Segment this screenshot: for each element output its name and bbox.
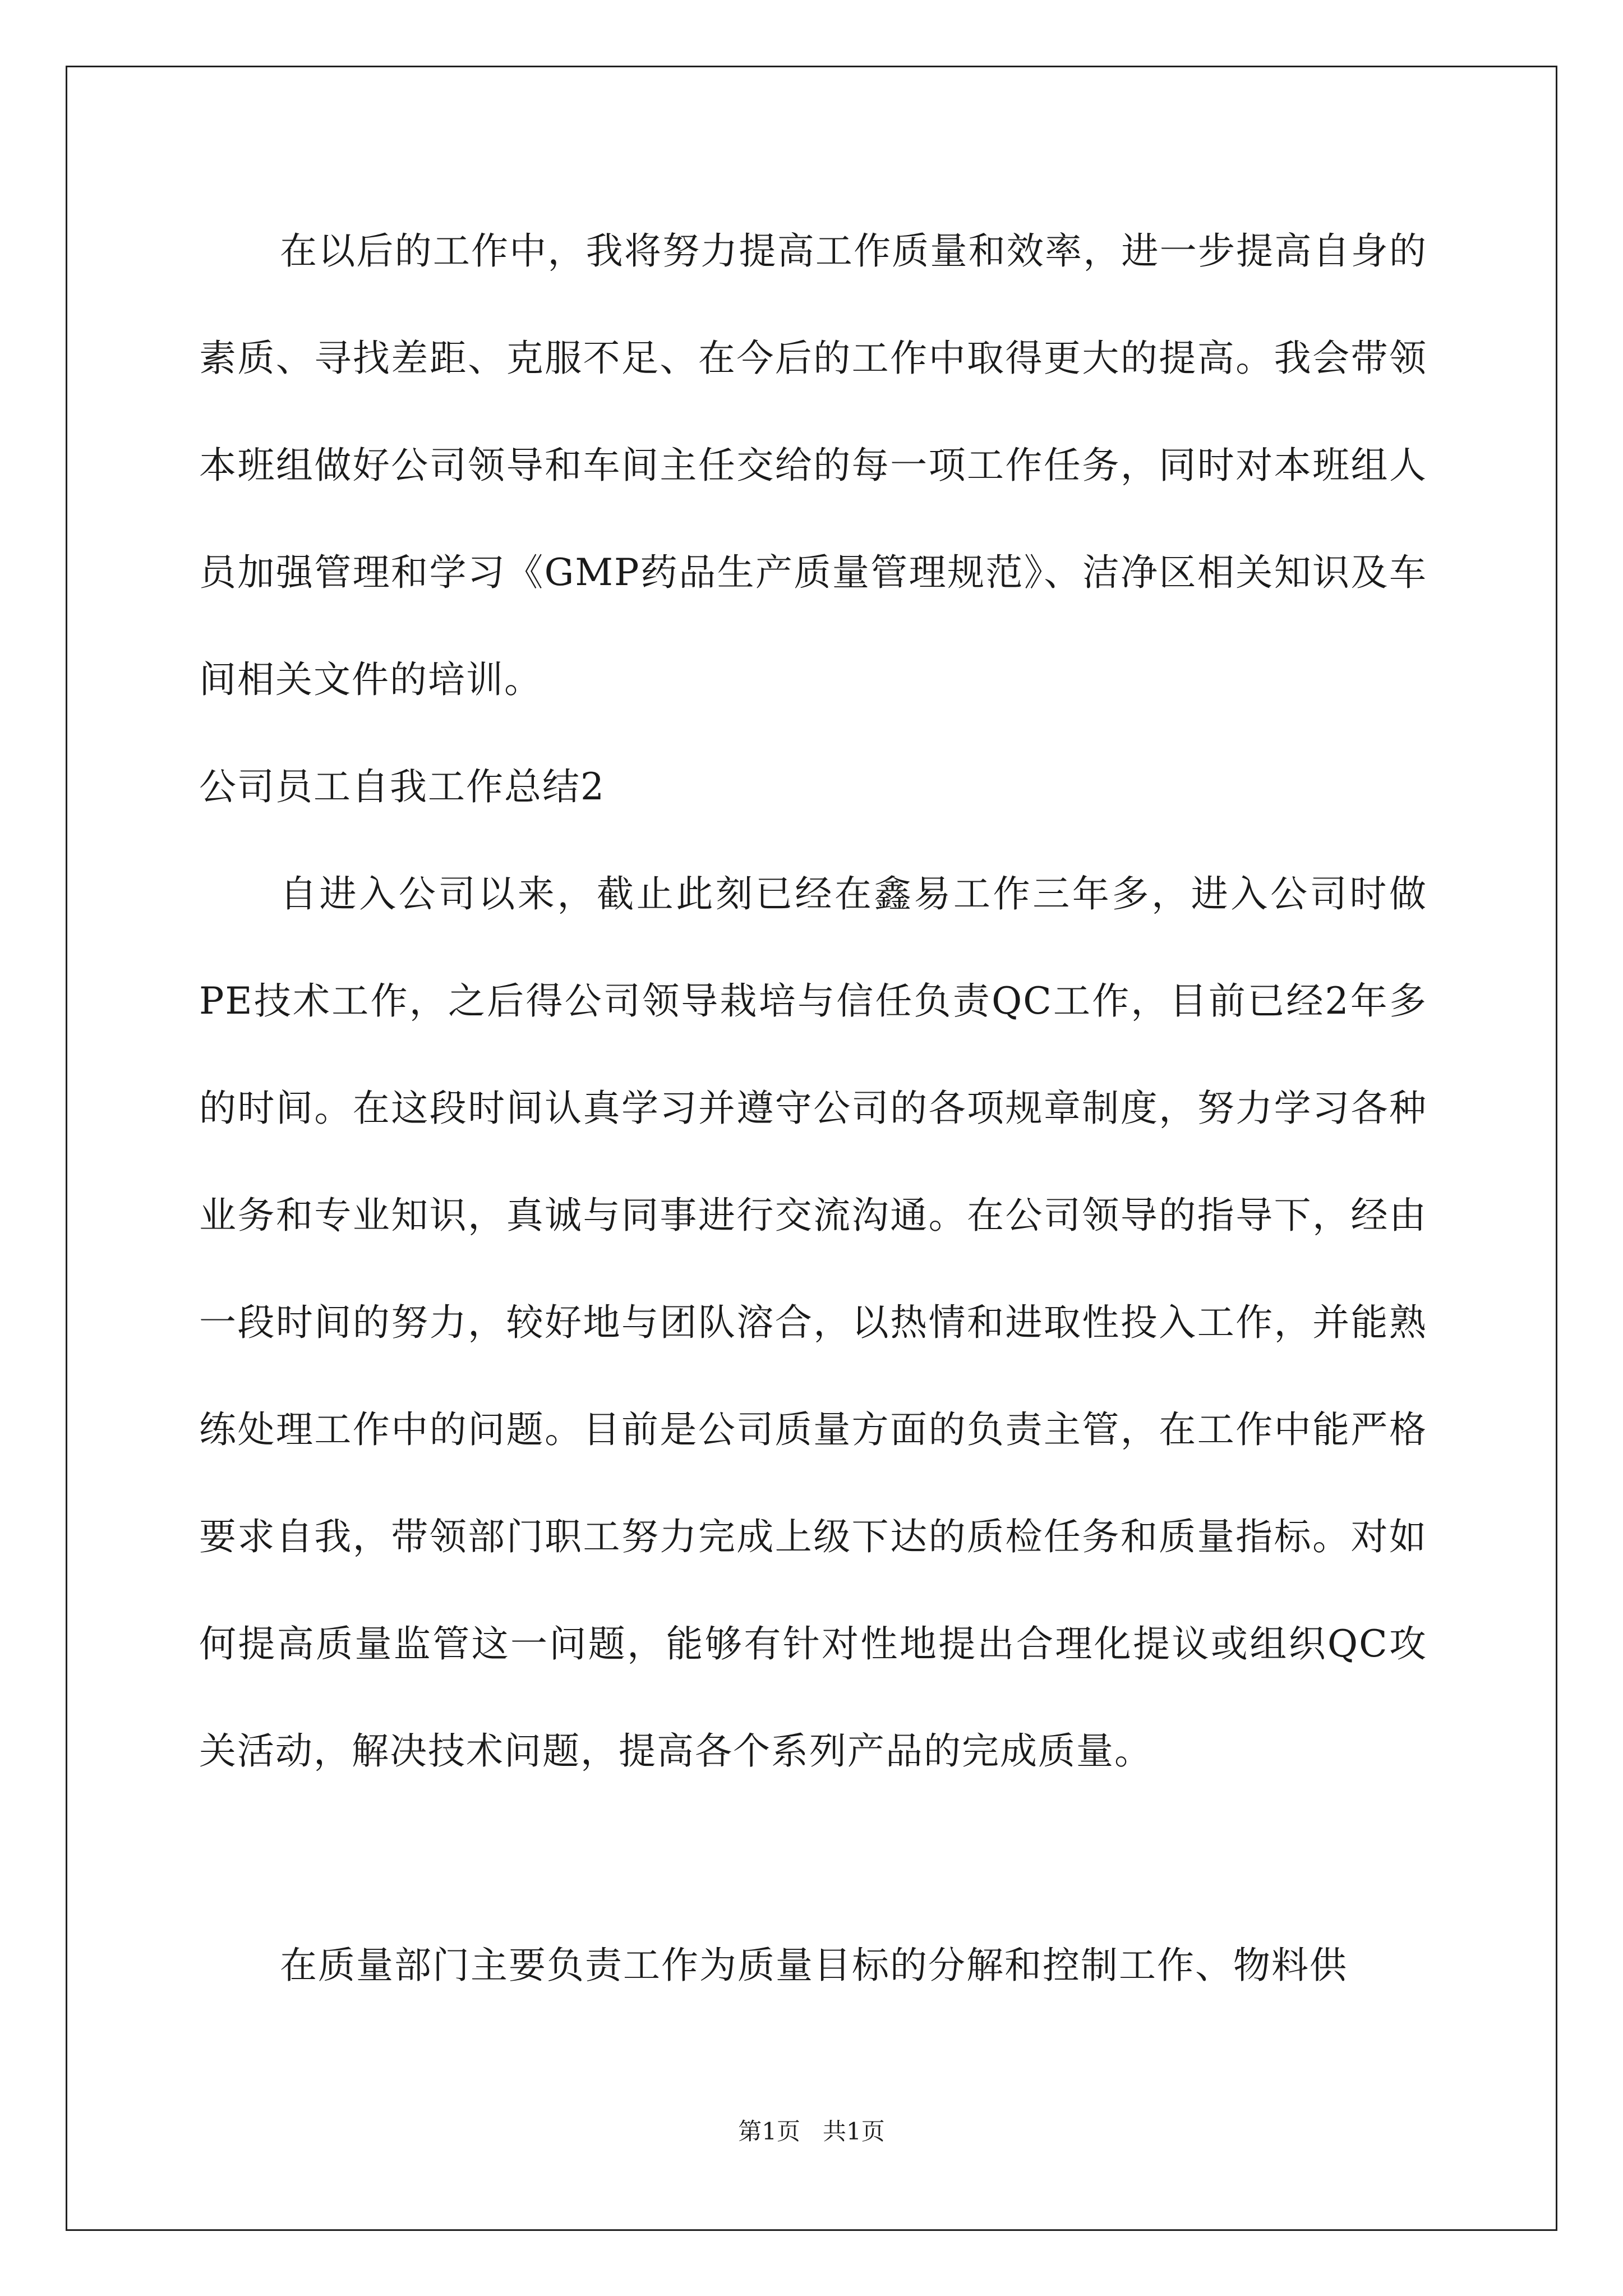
footer-spacer <box>800 2118 823 2145</box>
page-number: 第1页 <box>738 2118 800 2145</box>
body-paragraph-3: 在质量部门主要负责工作为质量目标的分解和控制工作、物料供 <box>280 1944 1348 1987</box>
page-footer <box>0 2115 1623 2148</box>
body-paragraph-2: 自进入公司以来，截止此刻已经在鑫易工作三年多，进入公司时做PE技术工作，之后得公司领导栽培与信任负责QC工作，目前已经2年多的时间。在这段时间认真学习并遵守公司的各项规章制度，努力学习各种业务和专业知识，真诚与同事进行交流沟通。在公司领导的指导下，经由一段时间的努力，较好地与团队溶合，以热情和进取性投入工作，并能熟练处理工作中的问题。目前是公司质量方面的负责主管，在工作中能严格要求自我，带领部门职工努力完成上级下达的质检任务和质量指标。对如何提高质量监管这一问题，能够有针对性地提出合理化提议或组织QC攻关活动，解决技术问题，提高各个系列产品的完成质量。 <box>199 872 1427 1773</box>
body-paragraph-1: 在以后的工作中，我将努力提高工作质量和效率，进一步提高自身的素质、寻找差距、克服不足、在今后的工作中取得更大的提高。我会带领本班组做好公司领导和车间主任交给的每一项工作任务，同时对本班组人员加强管理和学习《GMP药品生产质量管理规范》、洁净区相关知识及车间相关文件的培训。 <box>199 229 1427 701</box>
page-total: 共1页 <box>823 2118 885 2145</box>
section-heading: 公司员工自我工作总结2 <box>199 765 605 808</box>
